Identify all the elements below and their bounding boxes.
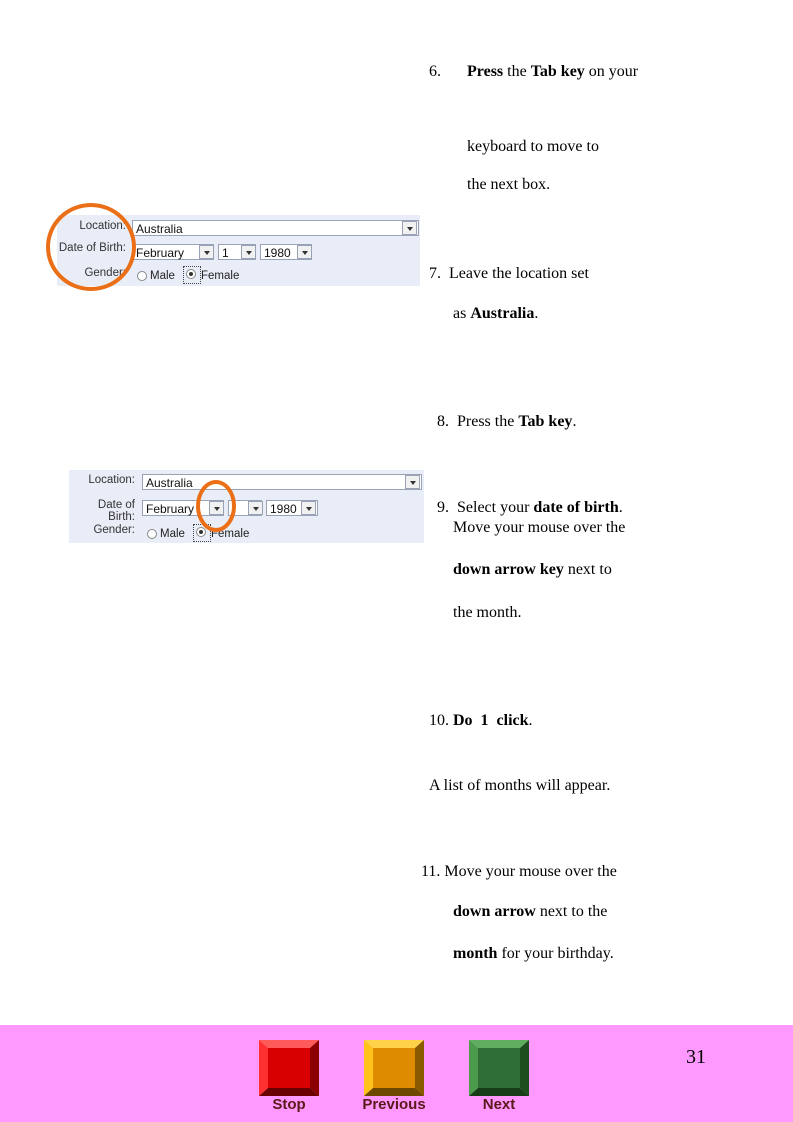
previous-label[interactable]: Previous [362, 1096, 426, 1113]
step-11-line-3: month for your birthday. [453, 945, 614, 962]
male-radio[interactable] [147, 529, 157, 539]
chevron-down-icon[interactable] [248, 501, 263, 515]
step-9-line-2: Move your mouse over the [453, 519, 626, 536]
chevron-down-icon[interactable] [297, 245, 312, 259]
year-select[interactable]: 1980 [266, 500, 318, 516]
stop-square-icon [259, 1040, 319, 1096]
previous-square-icon [364, 1040, 424, 1096]
dob-label: Date of Birth: [97, 499, 135, 523]
step-11-line-2: down arrow next to the [453, 903, 608, 920]
month-select[interactable]: February [132, 244, 214, 260]
male-label: Male [150, 270, 175, 282]
highlight-circle [46, 203, 136, 291]
day-select[interactable]: 1 [218, 244, 256, 260]
female-radio[interactable] [186, 269, 196, 279]
gender-label: Gender: [93, 524, 135, 536]
male-radio[interactable] [137, 271, 147, 281]
next-label[interactable]: Next [482, 1096, 516, 1113]
chevron-down-icon[interactable] [241, 245, 256, 259]
step-6-line-1: Press the Tab key on your [467, 63, 639, 80]
page-number: 31 [686, 1046, 706, 1068]
step-7-line-1: 7. Leave the location set [429, 265, 589, 282]
location-select[interactable]: Australia [132, 220, 419, 236]
year-select[interactable]: 1980 [260, 244, 312, 260]
chevron-down-icon[interactable] [301, 501, 316, 515]
chevron-down-icon[interactable] [402, 221, 417, 235]
step-6-line-3: the next box. [467, 176, 551, 193]
location-label: Location: [79, 220, 126, 232]
step-8: 8. Press the Tab key. [437, 413, 577, 430]
female-label: Female [211, 528, 250, 540]
step-9-line-1: 9. Select your date of birth. [437, 499, 623, 516]
form-screenshot-2 [69, 470, 424, 543]
female-label: Female [201, 270, 240, 282]
highlight-circle [196, 480, 236, 532]
dob-label: Date of Birth: [58, 242, 126, 254]
months-list-note: A list of months will appear. [429, 777, 611, 794]
female-radio[interactable] [196, 527, 206, 537]
next-square-icon [469, 1040, 529, 1096]
stop-label[interactable]: Stop [272, 1096, 306, 1113]
chevron-down-icon[interactable] [199, 245, 214, 259]
step-9-line-4: the month. [453, 604, 522, 621]
chevron-down-icon[interactable] [405, 475, 420, 489]
stop-button[interactable] [259, 1040, 319, 1096]
step-6-line-2: keyboard to move to [467, 138, 599, 155]
male-label: Male [160, 528, 185, 540]
location-label: Location: [88, 474, 135, 486]
location-select[interactable]: Australia [142, 474, 422, 490]
month-select[interactable]: February [142, 500, 224, 516]
step-10: 10. Do 1 click. [429, 712, 533, 729]
step-6-number: 6. [429, 63, 441, 80]
step-7-line-2: as Australia. [453, 305, 539, 322]
step-11-line-1: 11. Move your mouse over the [421, 863, 617, 880]
step-9-line-3: down arrow key next to [453, 561, 612, 578]
next-button[interactable] [469, 1040, 529, 1096]
gender-label: Gender: [84, 267, 126, 279]
previous-button[interactable] [364, 1040, 424, 1096]
